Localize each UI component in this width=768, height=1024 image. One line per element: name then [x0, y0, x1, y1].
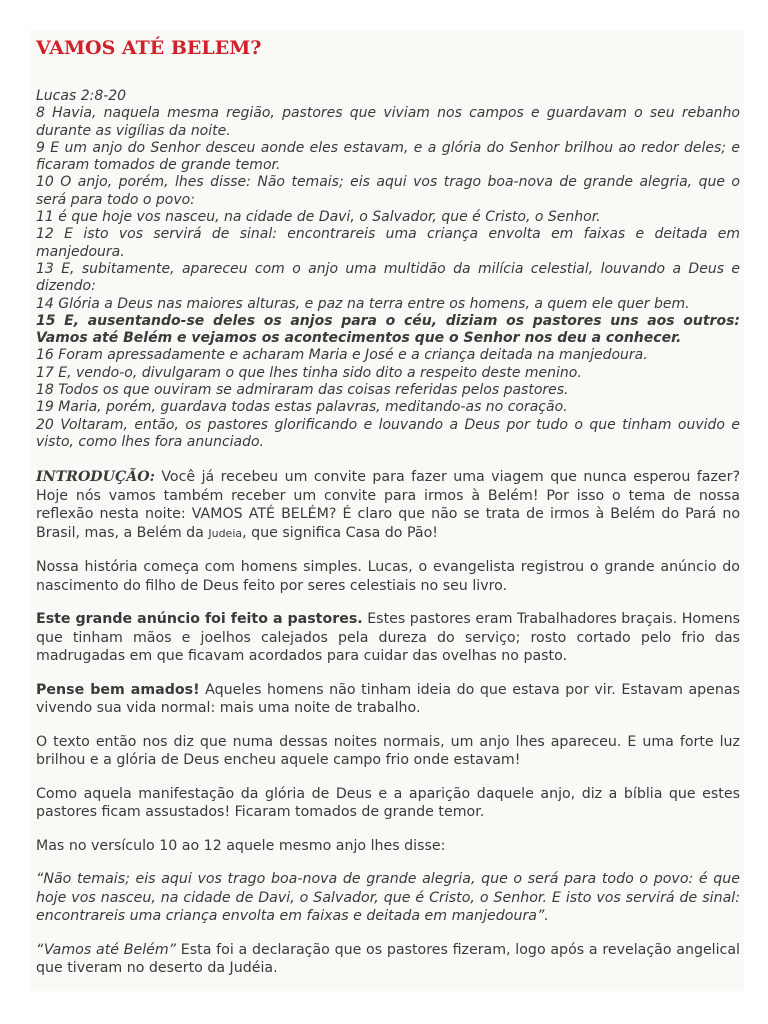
page-title: VAMOS ATÉ BELEM? [36, 37, 262, 59]
mas-paragraph: Mas no versículo 10 ao 12 aquele mesmo anjo lhes disse: [36, 837, 446, 854]
intro-text-b: , que significa Casa do Pão! [242, 524, 438, 541]
intro-lead: INTRODUÇÃO: [36, 469, 155, 486]
verse-19: 19 Maria, porém, guardava todas estas palavras, meditando-as no coração. [36, 399, 568, 416]
vamos-text: Esta foi a declaração que os pastores fizeram, logo após a revelação angelical que tiveram no deserto da Judéia. [36, 941, 740, 977]
verse-10: 10 O anjo, porém, lhes disse: Não temais; eis aqui vos trago boa-nova de grande alegria, que o será para todo o povo: [36, 174, 740, 208]
verse-11: 11 é que hoje vos nasceu, na cidade de Davi, o Salvador, que é Cristo, o Senhor. [36, 209, 601, 226]
verse-16: 16 Foram apressadamente e acharam Maria e José e a criança deitada na manjedoura. [36, 347, 648, 364]
verse-15: 15 E, ausentando-se deles os anjos para o céu, diziam os pastores uns aos outros: Vamos até Belém e vejamos os acontecimentos que o Senhor nos deu a conhecer. [36, 312, 740, 347]
scripture-reference: Lucas 2:8-20 [36, 88, 127, 104]
verse-9: 9 E um anjo do Senhor desceu aonde eles estavam, e a glória do Senhor brilhou ao redor deles; e ficaram tomados de grande temor. [36, 139, 740, 174]
anuncio-paragraph [36, 610, 740, 666]
pense-lead: Pense bem amados! [36, 681, 200, 698]
intro-text-a: Você já recebeu um convite para fazer uma viagem que nunca esperou fazer? Hoje nós vamos também receber um convite para irmos à Belém! Por isso o tema de nossa reflexão nesta noite: VAMOS ATÉ BELÉM? É claro que não se trata de irmos à Belém do Pará no Brasil, mas, a Belém da [36, 469, 740, 541]
intro-small-word: Judeia [208, 526, 243, 540]
verse-12: 12 E isto vos servirá de sinal: encontrareis uma criança envolta em faixas e deitada em manjedoura. [36, 226, 740, 260]
intro-paragraph [36, 468, 740, 543]
scripture-passage [36, 88, 740, 451]
verse-13: 13 E, subitamente, apareceu com o anjo uma multidão da milícia celestial, louvando a Deus e dizendo: [36, 260, 740, 295]
verse-20: 20 Voltaram, então, os pastores glorificando e louvando a Deus por tudo o que tinham ouvido e visto, como lhes fora anunciado. [36, 416, 740, 450]
historia-paragraph: Nossa história começa com homens simples. Lucas, o evangelista registrou o grande anúncio do nascimento do filho de Deus feito por seres celestiais no seu livro. [36, 559, 740, 594]
verse-8: 8 Havia, naquela mesma região, pastores que viviam nos campos e guardavam o seu rebanho durante as vigílias da noite. [36, 105, 740, 139]
verse-17: 17 E, vendo-o, divulgaram o que lhes tinha sido dito a respeito deste menino. [36, 364, 582, 381]
document-page [30, 30, 744, 990]
pense-paragraph [36, 681, 740, 718]
anuncio-lead: Este grande anúncio foi feito a pastores. [36, 611, 363, 628]
texto-paragraph: O texto então nos diz que numa dessas noites normais, um anjo lhes apareceu. E uma forte luz brilhou e a glória de Deus encheu aquele campo frio onde estavam! [36, 733, 740, 769]
quote-paragraph: “Não temais; eis aqui vos trago boa-nova de grande alegria, que o será para todo o povo: é que hoje vos nasceu, na cidade de Davi, o Salvador, que é Cristo, o Senhor. E isto vos servirá de sinal: encontrareis uma criança envolta em faixas e deitada em manjedoura”. [36, 871, 740, 925]
verse-14: 14 Glória a Deus nas maiores alturas, e paz na terra entre os homens, a quem ele quer bem. [36, 295, 690, 312]
vamos-lead: “Vamos até Belém” [36, 941, 177, 958]
sermon-body [36, 468, 740, 978]
verse-18: 18 Todos os que ouviram se admiraram das coisas referidas pelos pastores. [36, 382, 569, 399]
pense-text: Aqueles homens não tinham ideia do que estava por vir. Estavam apenas vivendo sua vida normal: mais uma noite de trabalho. [36, 681, 740, 717]
anuncio-text: Estes pastores eram Trabalhadores braçais. Homens que tinham mãos e joelhos calejados pela dureza do serviço; rosto cortado pelo frio das madrugadas em que ficavam acordados para cuidar das ovelhas no pasto. [36, 611, 740, 665]
vamos-paragraph [36, 941, 740, 978]
como-paragraph: Como aquela manifestação da glória de Deus e a aparição daquele anjo, diz a bíblia que estes pastores ficam assustados! Ficaram tomados de grande temor. [36, 785, 740, 821]
